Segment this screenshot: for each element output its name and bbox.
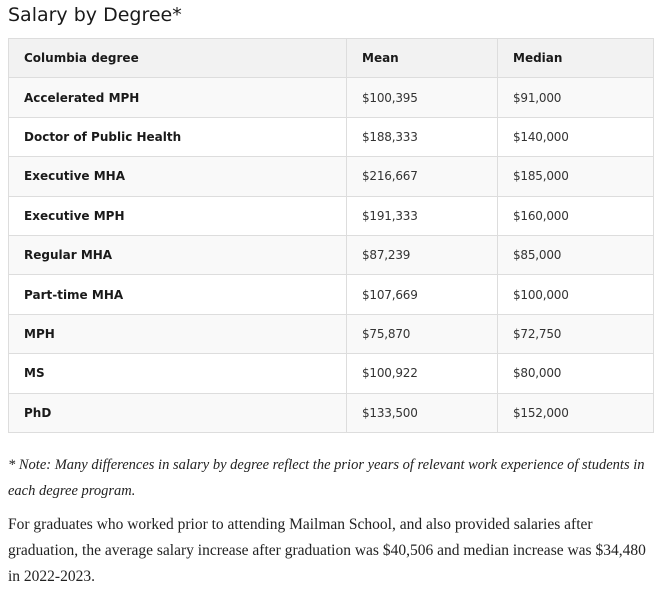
salary-by-degree-table [8,38,654,433]
table-row [9,157,654,196]
median-cell: $160,000 [498,196,654,235]
table-header-row [9,39,654,78]
table-row [9,314,654,353]
degree-cell: MPH [9,314,347,353]
mean-cell: $100,395 [347,78,498,117]
median-cell: $72,750 [498,314,654,353]
table-row [9,275,654,314]
degree-cell: PhD [9,393,347,432]
degree-cell: Doctor of Public Health [9,117,347,156]
table-row [9,393,654,432]
median-cell: $91,000 [498,78,654,117]
table-row [9,196,654,235]
table-row [9,235,654,274]
table-row [9,117,654,156]
mean-cell: $107,669 [347,275,498,314]
median-cell: $152,000 [498,393,654,432]
degree-cell: Part-time MHA [9,275,347,314]
mean-cell: $188,333 [347,117,498,156]
mean-cell: $75,870 [347,314,498,353]
degree-cell: Executive MPH [9,196,347,235]
median-cell: $185,000 [498,157,654,196]
salary-increase-paragraph: For graduates who worked prior to attending Mailman School, and also provided salaries after graduation, the average salary increase after graduation was $40,506 and median increase was $34,480 in 2022-2023. [8,516,646,585]
footnote: * Note: Many differences in salary by degree reflect the prior years of relevant work experience of students in each degree program. [8,457,645,499]
mean-cell: $191,333 [347,196,498,235]
column-header-median: Median [498,39,654,78]
degree-cell: MS [9,354,347,393]
degree-cell: Regular MHA [9,235,347,274]
median-cell: $100,000 [498,275,654,314]
column-header-degree: Columbia degree [9,39,347,78]
median-cell: $80,000 [498,354,654,393]
median-cell: $140,000 [498,117,654,156]
table-row [9,354,654,393]
mean-cell: $87,239 [347,235,498,274]
median-cell: $85,000 [498,235,654,274]
column-header-mean: Mean [347,39,498,78]
page-title: Salary by Degree* [8,4,182,26]
mean-cell: $100,922 [347,354,498,393]
mean-cell: $133,500 [347,393,498,432]
degree-cell: Accelerated MPH [9,78,347,117]
degree-cell: Executive MHA [9,157,347,196]
mean-cell: $216,667 [347,157,498,196]
table-row [9,78,654,117]
